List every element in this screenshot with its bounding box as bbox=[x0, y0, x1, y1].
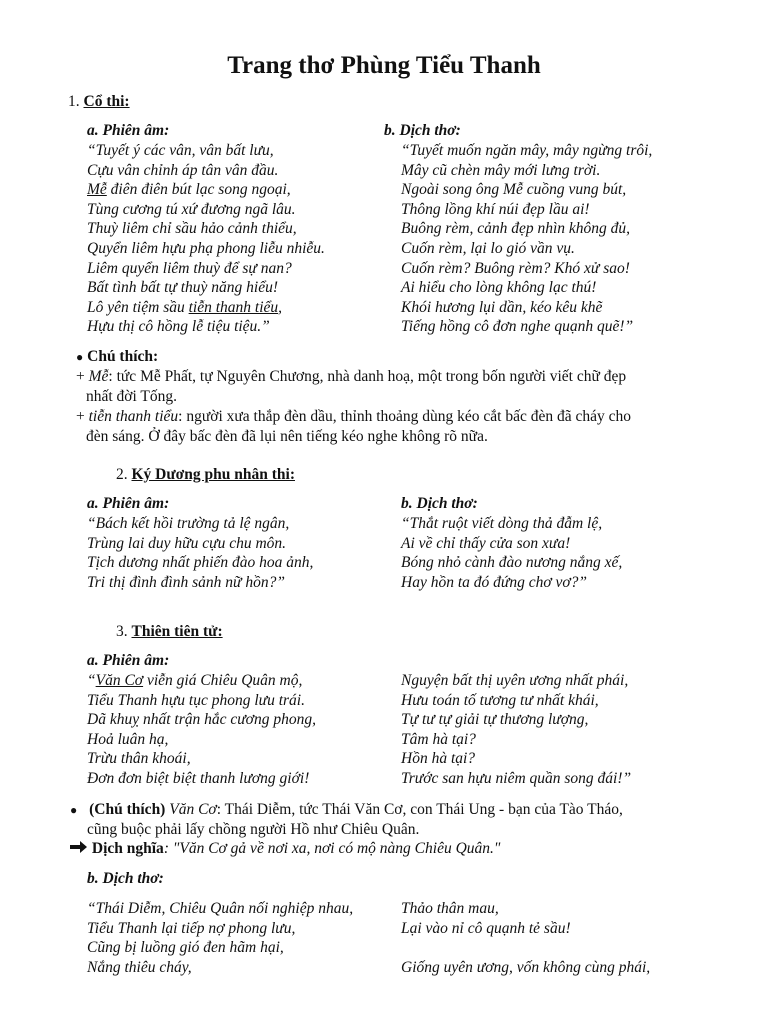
verse-line: Buông rèm, cảnh đẹp nhìn không đủ, bbox=[401, 220, 631, 238]
verse-line: Nắng thiêu cháy, bbox=[87, 958, 192, 976]
verse-line: Tri thị đình đình sảnh nữ hồn?” bbox=[87, 573, 285, 591]
verse-line: Tiểu Thanh lại tiếp nợ phong lưu, bbox=[87, 919, 296, 937]
verse-line: “Văn Cơ viễn giá Chiêu Quân mộ, bbox=[87, 672, 303, 689]
verse-line: Cựu vân chỉnh áp tân vân đầu. bbox=[87, 161, 279, 179]
verse-line: Đơn đơn biệt biệt thanh lương giới! bbox=[87, 769, 310, 787]
verse-line: “Tuyết ý các vân, vân bất lưu, bbox=[87, 142, 274, 159]
note-1-cont: nhất đời Tống. bbox=[86, 388, 178, 405]
verse-line: Thông lồng khí núi đẹp lầu ai! bbox=[401, 200, 590, 218]
verse-line: Thuỳ liêm chỉ sầu hảo cảnh thiểu, bbox=[87, 220, 297, 238]
verse-line: Bất tình bất tự thuỳ năng hiểu! bbox=[87, 279, 278, 297]
note-2-cont: đèn sáng. Ở đây bấc đèn đã lụi nên tiếng kéo nghe không rõ nữa. bbox=[86, 428, 488, 445]
section-1-dich-tho bbox=[401, 141, 652, 337]
section-3-title: Thiên tiên tử: bbox=[131, 623, 223, 640]
section-3-dich-tho bbox=[87, 899, 353, 977]
verse-line: Ai hiểu cho lòng không lạc thú! bbox=[401, 279, 597, 297]
section-1-phien-am bbox=[87, 141, 325, 337]
verse-line: Mễ điên điên bút lạc song ngoại, bbox=[87, 181, 291, 199]
plus-icon: + bbox=[76, 368, 85, 385]
section-1-heading bbox=[68, 93, 130, 111]
verse-line: Trước san hựu niêm quần song đái!” bbox=[401, 769, 632, 787]
meaning-line: Dịch nghĩa: "Văn Cơ gả về nơi xa, nơi có mộ nàng Chiêu Quân." bbox=[70, 839, 500, 859]
verse-line: Bóng nhỏ cành đào nương nắng xế, bbox=[401, 554, 623, 572]
page-title: Trang thơ Phùng Tiểu Thanh bbox=[227, 52, 541, 79]
section-2-number: 2. bbox=[116, 466, 128, 483]
verse-line: Trùng lai duy hữu cựu chu môn. bbox=[87, 534, 287, 552]
bullet-icon: ● bbox=[76, 350, 84, 364]
section-2-title: Ký Dương phu nhân thi: bbox=[131, 466, 295, 483]
verse-line: “Bách kết hồi trường tả lệ ngân, bbox=[87, 515, 290, 532]
section-1-number: 1. bbox=[68, 93, 80, 110]
verse-line: Trừu thân khoái, bbox=[87, 750, 191, 768]
section-3-dich-tho-cont bbox=[401, 899, 650, 977]
verse-line: Thảo thân mau, bbox=[401, 900, 499, 917]
verse-line: Cuốn rèm? Buông rèm? Khó xử sao! bbox=[401, 259, 630, 277]
arrow-right-icon bbox=[70, 840, 88, 854]
verse-line: Lô yên tiệm sầu tiễn thanh tiểu, bbox=[87, 298, 283, 316]
verse-line: “Thái Diễm, Chiêu Quân nối nghiệp nhau, bbox=[87, 900, 354, 917]
verse-line: Ai về chỉ thấy cửa son xưa! bbox=[401, 534, 571, 552]
verse-line: Cuốn rèm, lại lo gió vần vụ. bbox=[401, 239, 575, 257]
verse-line: Hoả luân hạ, bbox=[87, 730, 169, 748]
verse-line: Hồn hà tại? bbox=[401, 750, 476, 768]
notes-title: ● Chú thích: bbox=[76, 348, 159, 365]
verse-line: Liêm quyển liêm thuỳ để sự nan? bbox=[87, 259, 292, 277]
verse-line: Nguyện bất thị uyên ương nhất phái, bbox=[401, 672, 629, 689]
section-3-phien-am-cont bbox=[401, 671, 631, 789]
section-1-title: Cổ thi: bbox=[83, 93, 130, 110]
verse-line: Tiếng hồng cô đơn nghe quạnh quẽ!” bbox=[401, 318, 634, 336]
section-3-heading bbox=[116, 623, 223, 641]
verse-line: Hay hồn ta đó đứng chơ vơ?” bbox=[401, 573, 588, 591]
section-3-phien-am bbox=[87, 671, 316, 789]
note-2: + tiễn thanh tiểu: người xưa thắp đèn dầu, thỉnh thoảng dùng kéo cắt bấc đèn đã cháy cho bbox=[76, 408, 632, 425]
bullet-icon: ● bbox=[70, 803, 78, 817]
section-3-a-label: a. Phiên âm: bbox=[87, 652, 170, 669]
section-2-b-label: b. Dịch thơ: bbox=[401, 495, 478, 512]
verse-line: Dã khuỵ nhất trận hắc cương phong, bbox=[87, 711, 316, 729]
section-3-b-label: b. Dịch thơ: bbox=[87, 870, 164, 887]
section-1-b-label: b. Dịch thơ: bbox=[384, 122, 461, 139]
note-van-co: ● (Chú thích) Văn Cơ: Thái Diễm, tức Thái Văn Cơ, con Thái Ung - bạn của Tào Tháo, bbox=[70, 801, 623, 818]
note-1: + Mễ: tức Mễ Phất, tự Nguyên Chương, nhà danh hoạ, một trong bốn người viết chữ đẹp bbox=[76, 368, 627, 385]
tien-thanh-tieu-term: tiễn thanh tiểu bbox=[188, 298, 279, 316]
section-2-a-label: a. Phiên âm: bbox=[87, 495, 170, 512]
verse-line: Hưu toán tố tương tư nhất khái, bbox=[401, 691, 599, 709]
verse-line: Cũng bị luồng gió đen hãm hại, bbox=[87, 939, 284, 957]
verse-line: Quyển liêm hựu phạ phong liễu nhiễu. bbox=[87, 239, 325, 257]
verse-line: Tiểu Thanh hựu tục phong lưu trái. bbox=[87, 691, 305, 709]
verse-line: Hựu thị cô hồng lễ tiệu tiệu.” bbox=[87, 318, 270, 336]
verse-line: Tùng cương tú xứ đương ngã lâu. bbox=[87, 200, 296, 218]
section-2-phien-am bbox=[87, 514, 313, 592]
verse-line: Tịch dương nhất phiến đào hoa ảnh, bbox=[87, 554, 314, 572]
section-2-heading bbox=[116, 466, 295, 484]
verse-line bbox=[401, 938, 650, 958]
plus-icon: + bbox=[76, 408, 85, 425]
verse-line: Tâm hà tại? bbox=[401, 730, 476, 748]
section-3-number: 3. bbox=[116, 623, 128, 640]
verse-line: Giống uyên ương, vốn không cùng phái, bbox=[401, 958, 651, 976]
van-co-term: Văn Cơ bbox=[95, 672, 144, 689]
verse-line: “Tuyết muốn ngăn mây, mây ngừng trôi, bbox=[401, 142, 653, 159]
section-1-a-label: a. Phiên âm: bbox=[87, 122, 170, 139]
note-van-co-cont: cũng buộc phải lấy chồng người Hồ như Chiêu Quân. bbox=[87, 821, 420, 838]
verse-line: Mây cũ chèn mây mới lưng trời. bbox=[401, 161, 601, 179]
mi-term: Mễ bbox=[87, 181, 107, 199]
verse-line: Lại vào nỉ cô quạnh tẻ sầu! bbox=[401, 919, 571, 937]
section-2-dich-tho bbox=[401, 514, 622, 592]
verse-line: Tự tư tự giải tự thương lượng, bbox=[401, 711, 589, 729]
verse-line: Khói hương lụi dần, kéo kêu khẽ bbox=[401, 298, 603, 316]
verse-line: “Thắt ruột viết dòng thả đẫm lệ, bbox=[401, 515, 603, 532]
verse-line: Ngoài song ông Mễ cuồng vung bút, bbox=[401, 181, 627, 199]
